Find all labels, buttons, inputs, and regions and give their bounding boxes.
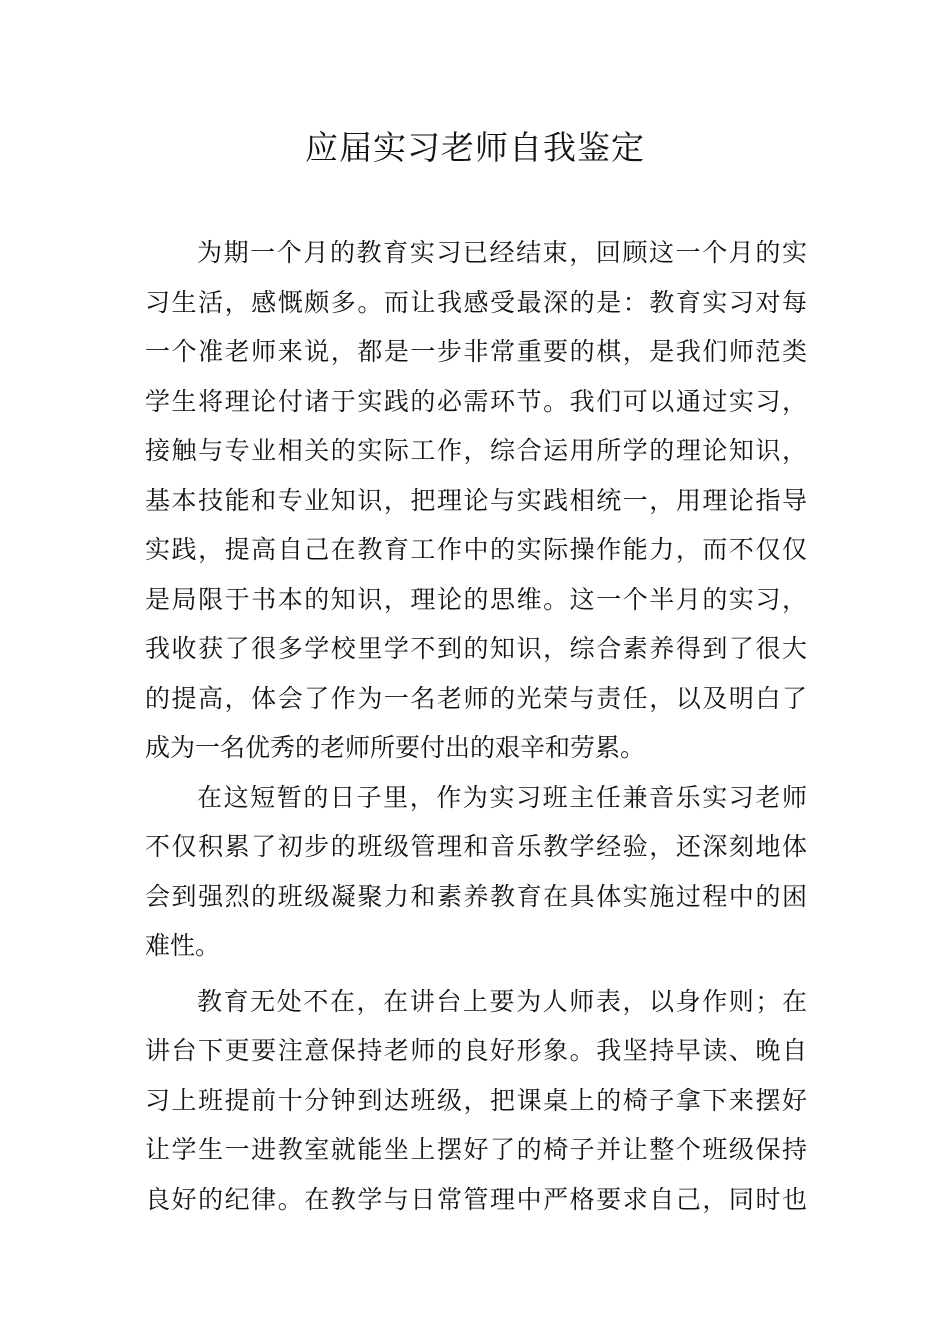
text-line: 我收获了很多学校里学不到的知识，综合素养得到了很大 bbox=[145, 634, 807, 663]
text-line: 讲台下更要注意保持老师的良好形象。我坚持早读、晚自 bbox=[145, 1036, 807, 1065]
text-line: 成为一名优秀的老师所要付出的艰辛和劳累。 bbox=[145, 733, 646, 762]
text-line: 基本技能和专业知识，把理论与实践相统一，用理论指导 bbox=[145, 485, 807, 515]
text-line: 难性。 bbox=[145, 931, 221, 960]
paragraph-2 bbox=[145, 773, 807, 971]
text-line: 是局限于书本的知识，理论的思维。这一个半月的实习， bbox=[145, 584, 807, 614]
paragraph-1 bbox=[145, 228, 807, 773]
document-title: 应届实习老师自我鉴定 bbox=[305, 128, 645, 167]
paragraph-3 bbox=[145, 977, 807, 1225]
text-line: 在这短暂的日子里，作为实习班主任兼音乐实习老师 bbox=[197, 782, 807, 812]
text-line: 良好的纪律。在教学与日常管理中严格要求自己，同时也 bbox=[145, 1184, 807, 1214]
text-line: 让学生一进教室就能坐上摆好了的椅子并让整个班级保持 bbox=[145, 1135, 807, 1164]
text-line: 实践，提高自己在教育工作中的实际操作能力，而不仅仅 bbox=[145, 535, 807, 564]
text-line: 习上班提前十分钟到达班级，把课桌上的椅子拿下来摆好 bbox=[145, 1085, 807, 1115]
document-body bbox=[145, 228, 807, 1224]
text-line: 习生活，感慨颇多。而让我感受最深的是：教育实习对每 bbox=[145, 287, 807, 317]
text-line: 教育无处不在，在讲台上要为人师表，以身作则；在 bbox=[197, 986, 807, 1016]
text-line: 一个准老师来说，都是一步非常重要的棋，是我们师范类 bbox=[145, 337, 807, 366]
text-line: 学生将理论付诸于实践的必需环节。我们可以通过实习， bbox=[145, 386, 807, 416]
text-line: 的提高，体会了作为一名老师的光荣与责任，以及明白了 bbox=[145, 683, 807, 713]
text-line: 为期一个月的教育实习已经结束，回顾这一个月的实 bbox=[197, 238, 807, 267]
text-line: 接触与专业相关的实际工作，综合运用所学的理论知识， bbox=[145, 436, 807, 465]
text-line: 不仅积累了初步的班级管理和音乐教学经验，还深刻地体 bbox=[145, 832, 807, 861]
text-line: 会到强烈的班级凝聚力和素养教育在具体实施过程中的困 bbox=[145, 881, 807, 911]
